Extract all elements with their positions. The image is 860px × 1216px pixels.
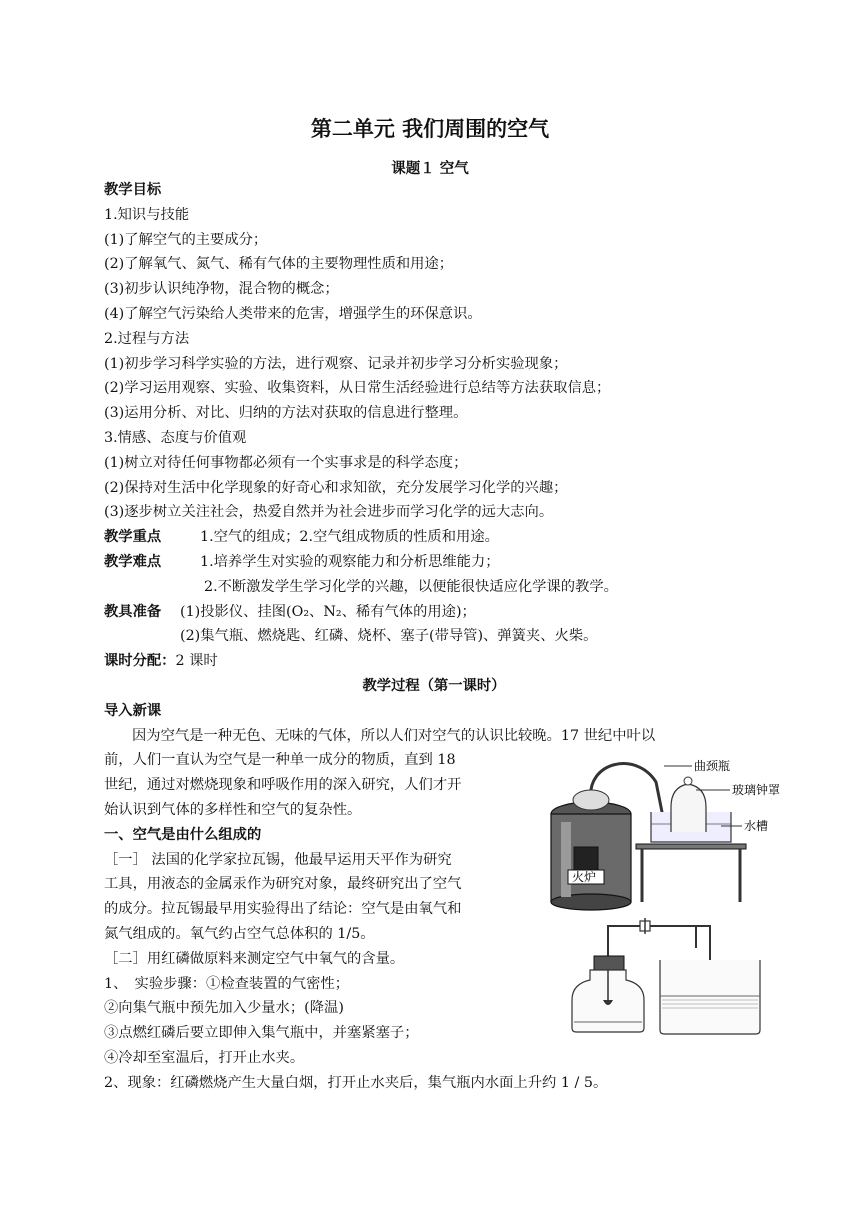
- line-text: (2)集气瓶、燃烧匙、红磷、烧杯、塞子(带导管)、弹簧夹、火柴。: [180, 628, 598, 645]
- line-text: (2)保持对生活中化学现象的好奇心和求知欲，充分发展学习化学的兴趣；: [104, 479, 568, 496]
- text-line: [104, 500, 764, 525]
- line-text: ④冷却至室温后，打开止水夹。: [104, 1049, 305, 1066]
- text-line: [104, 550, 764, 575]
- line-text: 2.过程与方法: [104, 330, 190, 347]
- text-line: [104, 352, 764, 377]
- line-text: (1)投影仪、挂图(O₂、N₂、稀有气体的用途)；: [180, 603, 476, 620]
- flask-label: 曲颈瓶: [694, 759, 731, 773]
- line-text: 2、现象：红磷燃烧产生大量白烟，打开止水夹后，集气瓶内水面上升约 1 / 5。: [104, 1074, 608, 1091]
- text-line: [104, 724, 764, 749]
- page-title: 第二单元 我们周围的空气: [310, 117, 550, 141]
- line-text: ②向集气瓶中预先加入少量水；(降温): [104, 1000, 344, 1017]
- text-line: [104, 302, 764, 327]
- line-text: ［一］ 法国的化学家拉瓦锡，他最早运用天平作为研究: [104, 851, 452, 868]
- line-text: 教学过程（第一课时）: [362, 677, 506, 694]
- text-line: [104, 476, 764, 501]
- line-text: 1.培养学生对实验的观察能力和分析思维能力；: [200, 553, 500, 570]
- furnace-label: 火炉: [572, 870, 597, 884]
- line-text: 教学目标: [104, 182, 162, 198]
- trough-label: 水槽: [744, 819, 769, 833]
- text-line: [104, 401, 764, 426]
- line-text: 工具，用液态的金属汞作为研究对象，最终研究出了空气: [104, 876, 462, 893]
- line-text: (2)了解氧气、氮气、稀有气体的主要物理性质和用途；: [104, 256, 454, 273]
- text-line: [104, 525, 764, 550]
- line-text: (2)学习运用观察、实验、收集资料，从日常生活经验进行总结等方法获取信息；: [104, 380, 611, 397]
- line-text: 1.知识与技能: [104, 206, 190, 223]
- line-text: 的成分。拉瓦锡最早用实验得出了结论：空气是由氧气和: [104, 901, 462, 918]
- lesson-subtitle: 课题１ 空气: [391, 161, 469, 177]
- line-text: (1)初步学习科学实验的方法，进行观察、记录并初步学习分析实验现象；: [104, 355, 568, 372]
- line-text: 世纪，通过对燃烧现象和呼吸作用的深入研究，人们才开: [104, 777, 462, 794]
- line-text: 1.空气的组成；2.空气组成物质的性质和用途。: [200, 529, 499, 546]
- text-line: [104, 178, 764, 203]
- line-text: 前，人们一直认为空气是一种单一成分的物质，直到 18: [104, 752, 456, 769]
- phosphorus-apparatus-figure: [560, 918, 780, 1036]
- text-line: [104, 327, 764, 352]
- line-text: (3)运用分析、对比、归纳的方法对获取的信息进行整理。: [104, 405, 468, 422]
- line-text: 2.不断激发学生学习化学的兴趣，以便能很快适应化学课的教学。: [204, 578, 618, 595]
- line-text: 始认识到气体的多样性和空气的复杂性。: [104, 801, 362, 818]
- line-text: 3.情感、态度与价值观: [104, 429, 247, 446]
- line-text: (3)初步认识纯净物，混合物的概念；: [104, 281, 339, 298]
- text-line: [104, 203, 764, 228]
- bell-jar-label: 玻璃钟罩: [732, 783, 781, 797]
- text-line: [104, 600, 764, 625]
- text-line: [104, 699, 764, 724]
- line-label: 教学难点: [104, 553, 162, 570]
- text-line: [104, 649, 764, 674]
- line-text: (4)了解空气污染给人类带来的危害，增强学生的环保意识。: [104, 305, 482, 322]
- text-line: [104, 575, 764, 600]
- line-label: 课时分配：: [104, 653, 176, 670]
- text-line: [104, 674, 764, 699]
- text-line: [104, 426, 764, 451]
- line-label: 教学重点: [104, 529, 162, 546]
- line-label: 教具准备: [104, 603, 162, 620]
- text-line: [104, 252, 764, 277]
- line-text: (1)了解空气的主要成分；: [104, 231, 268, 248]
- line-text: 因为空气是一种无色、无味的气体，所以人们对空气的认识比较晚。17 世纪中叶以: [132, 727, 656, 744]
- line-text: 2 课时: [175, 653, 218, 670]
- line-text: (1)树立对待任何事物都必须有一个实事求是的科学态度；: [104, 454, 468, 471]
- text-line: [104, 451, 764, 476]
- line-text: (3)逐步树立关注社会，热爱自然并为社会进步而学习化学的远大志向。: [104, 504, 554, 521]
- line-text: 氮气组成的。氧气约占空气总体积的 1/5。: [104, 925, 375, 942]
- line-text: 1、 实验步骤：①检查装置的气密性；: [104, 975, 349, 992]
- text-line: [104, 228, 764, 253]
- text-line: [104, 1046, 764, 1071]
- line-text: 一、空气是由什么组成的: [104, 826, 262, 843]
- line-text: ［二］用红磷做原料来测定空气中氧气的含量。: [104, 950, 405, 967]
- lavoisier-apparatus-figure: [546, 752, 796, 912]
- line-text: 导入新课: [104, 702, 162, 719]
- text-line: [104, 376, 764, 401]
- text-line: [104, 277, 764, 302]
- text-line: [104, 1071, 764, 1096]
- line-text: ③点燃红磷后要立即伸入集气瓶中，并塞紧塞子；: [104, 1025, 419, 1042]
- text-line: [104, 624, 764, 649]
